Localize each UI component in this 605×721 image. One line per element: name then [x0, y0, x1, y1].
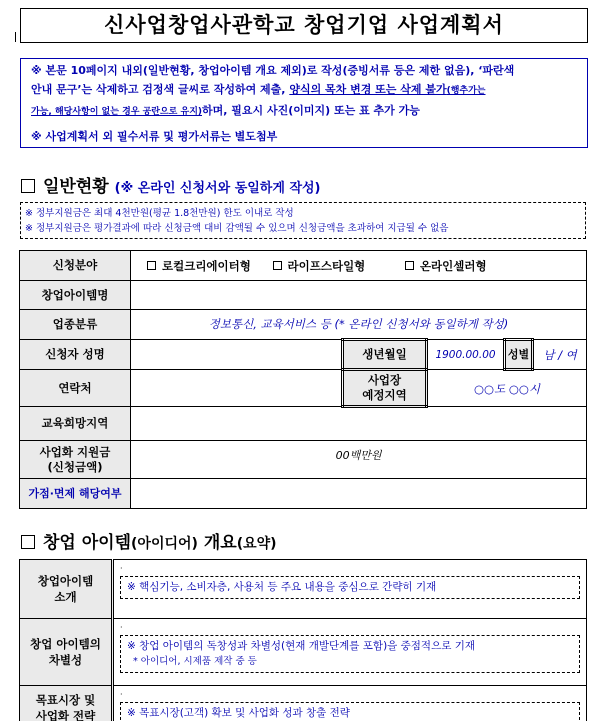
edu-region-cell[interactable]: [131, 407, 587, 441]
section-sub-note: (※ 온라인 신청서와 동일하게 작성): [114, 181, 321, 196]
notice-line-1: ※ 본문 10페이지 내외(일반현황, 창업아이템 개요 제외)로 작성(증빙서류 등은 제한 없음), ‘파란색: [31, 64, 515, 77]
idea-diff-hint: ※ 창업 아이템의 독창성과 차별성(현재 개발단계를 포함)을 중점적으로 기재 * 아이디어, 시제품 제작 중 등: [120, 635, 580, 673]
contact-cell[interactable]: [131, 370, 343, 407]
notice-line-4: ※ 사업계획서 외 필수서류 및 평가서류는 별도첨부: [31, 130, 278, 143]
idea-summary-table: [19, 559, 587, 721]
label-contact: 연락처: [20, 370, 131, 407]
label-fund: 사업화 지원금 (신청금액): [20, 441, 131, 479]
notice-line-3: 가능, 해당사항이 없는 경우 공란으로 유지)하며, 필요시 사진(이미지) 또는 표 추가 가능: [31, 104, 420, 117]
idea-intro-cell[interactable]: · ※ 핵심기능, 소비자층, 사용처 등 주요 내용을 중심으로 간략히 기재: [113, 560, 587, 619]
applicant-cell[interactable]: [131, 340, 343, 370]
label-birth: 생년월일: [343, 340, 427, 370]
label-applicant: 신청자 성명: [20, 340, 131, 370]
option-local-creator[interactable]: 로컬크리에이터형: [147, 258, 251, 274]
idea-market-hint: ※ 목표시장(고객) 확보 및 사업화 성과 창출 전략: [120, 702, 580, 721]
idea-diff-cell[interactable]: · ※ 창업 아이템의 독창성과 차별성(현재 개발단계를 포함)을 중점적으로 기재 * 아이디어, 시제품 제작 중 등: [113, 619, 587, 686]
checkbox-icon: [21, 535, 35, 549]
notice-line-2: 안내 문구’는 삭제하고 검정색 글씨로 작성하여 제출, 양식의 목차 변경 또는 삭제 불가(행추가는: [31, 83, 486, 96]
field-options: [131, 251, 587, 281]
label-item-name: 창업아이템명: [20, 281, 131, 310]
info-box: [20, 202, 586, 239]
label-idea-diff: 창업 아이템의 차별성: [20, 619, 113, 686]
option-lifestyle[interactable]: 라이프스타일형: [273, 258, 366, 274]
label-industry: 업종분류: [20, 310, 131, 340]
gender-cell[interactable]: 남 / 여: [533, 340, 587, 370]
label-field: 신청분야: [20, 251, 131, 281]
checkbox-icon[interactable]: [405, 261, 414, 270]
label-idea-intro: 창업아이템 소개: [20, 560, 113, 619]
idea-market-cell[interactable]: · ※ 목표시장(고객) 확보 및 사업화 성과 창출 전략: [113, 686, 587, 721]
item-name-cell[interactable]: [131, 281, 587, 310]
birth-cell[interactable]: 1900.00.00: [427, 340, 505, 370]
industry-cell[interactable]: 정보통신, 교육서비스 등 (* 온라인 신청서와 동일하게 작성): [131, 310, 587, 340]
label-bonus: 가점·면제 해당여부: [20, 479, 131, 509]
section-heading-idea: 창업 아이템(아이디어) 개요(요약): [21, 528, 277, 553]
bonus-cell[interactable]: [131, 479, 587, 509]
page-title: 신사업창업사관학교 창업기업 사업계획서: [20, 8, 588, 43]
option-online-seller[interactable]: 온라인셀러형: [405, 258, 487, 274]
text-cursor: [15, 32, 16, 42]
notice-box: [20, 58, 588, 148]
checkbox-icon[interactable]: [147, 261, 156, 270]
section-heading-general: 일반현황 (※ 온라인 신청서와 동일하게 작성): [21, 172, 321, 197]
info-line-2: ※ 정부지원금은 평가결과에 따라 신청금액 대비 감액될 수 있으며 신청금액을 초과하여 지급될 수 없음: [25, 223, 449, 234]
info-line-1: ※ 정부지원금은 최대 4천만원(평균 1.8천만원) 한도 이내로 작성: [25, 208, 294, 219]
label-gender: 성별: [505, 340, 533, 370]
checkbox-icon[interactable]: [273, 261, 282, 270]
label-site: 사업장 예정지역: [343, 370, 427, 407]
idea-intro-hint: ※ 핵심기능, 소비자층, 사용처 등 주요 내용을 중심으로 간략히 기재: [120, 576, 580, 599]
general-info-table: [19, 250, 587, 509]
label-edu-region: 교육희망지역: [20, 407, 131, 441]
label-idea-market: 목표시장 및 사업화 전략: [20, 686, 113, 721]
site-cell[interactable]: ○○도 ○○시: [427, 370, 587, 407]
fund-cell[interactable]: 00백만원: [131, 441, 587, 479]
checkbox-icon: [21, 179, 35, 193]
